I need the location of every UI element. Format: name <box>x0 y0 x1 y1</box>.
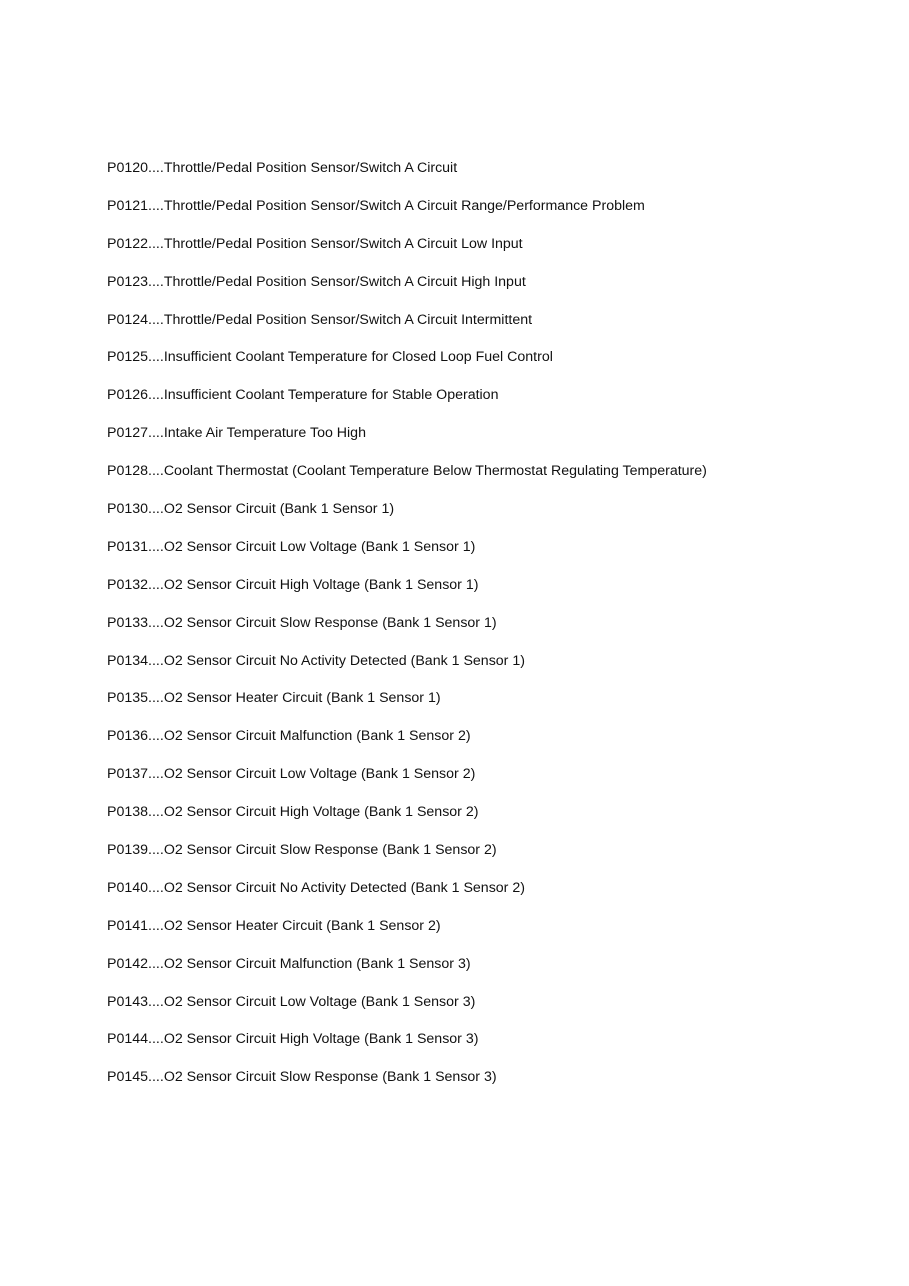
code-entry <box>107 763 707 801</box>
code-entry <box>107 309 707 347</box>
code-entry <box>107 801 707 839</box>
code-id: P0123 <box>107 273 149 290</box>
code-id: P0127 <box>107 425 149 442</box>
separator: .... <box>148 311 164 328</box>
code-description: O2 Sensor Circuit High Voltage (Bank 1 Sensor 3) <box>163 1031 479 1048</box>
code-id: P0132 <box>107 576 149 593</box>
code-id: P0136 <box>107 728 149 745</box>
code-description: Insufficient Coolant Temperature for Closed Loop Fuel Control <box>163 349 553 366</box>
separator: .... <box>148 576 164 593</box>
code-entry <box>107 346 707 384</box>
code-id: P0128 <box>107 463 149 480</box>
code-entry <box>107 574 707 612</box>
code-entry <box>107 953 707 991</box>
separator: .... <box>148 879 164 896</box>
separator: .... <box>148 917 164 934</box>
code-entry <box>107 877 707 915</box>
separator: .... <box>148 538 164 555</box>
code-entry <box>107 384 707 422</box>
code-id: P0137 <box>107 766 149 783</box>
code-description: O2 Sensor Heater Circuit (Bank 1 Sensor 1) <box>163 690 441 707</box>
separator: .... <box>148 1069 164 1086</box>
separator: .... <box>148 842 164 859</box>
code-description: Throttle/Pedal Position Sensor/Switch A Circuit High Input <box>163 273 526 290</box>
code-id: P0142 <box>107 955 149 972</box>
code-description: O2 Sensor Circuit No Activity Detected (Bank 1 Sensor 2) <box>163 879 525 896</box>
code-entry <box>107 1028 707 1066</box>
code-id: P0145 <box>107 1069 149 1086</box>
code-id: P0124 <box>107 311 149 328</box>
code-description: O2 Sensor Circuit Malfunction (Bank 1 Sensor 3) <box>163 955 471 972</box>
code-entry <box>107 839 707 877</box>
separator: .... <box>148 425 164 442</box>
code-list <box>107 157 707 1104</box>
code-description: O2 Sensor Circuit Low Voltage (Bank 1 Sensor 3) <box>163 993 476 1010</box>
code-description: O2 Sensor Circuit Slow Response (Bank 1 Sensor 3) <box>163 1069 497 1086</box>
code-description: O2 Sensor Circuit Malfunction (Bank 1 Sensor 2) <box>163 728 471 745</box>
separator: .... <box>148 463 164 480</box>
code-entry <box>107 271 707 309</box>
code-id: P0144 <box>107 1031 149 1048</box>
code-description: O2 Sensor Circuit (Bank 1 Sensor 1) <box>163 501 395 518</box>
code-entry <box>107 233 707 271</box>
code-description: Throttle/Pedal Position Sensor/Switch A Circuit Intermittent <box>163 311 533 328</box>
separator: .... <box>148 993 164 1010</box>
code-description: Throttle/Pedal Position Sensor/Switch A Circuit Low Input <box>163 235 523 252</box>
code-id: P0131 <box>107 538 149 555</box>
code-id: P0134 <box>107 652 149 669</box>
code-entry <box>107 157 707 195</box>
code-description: Insufficient Coolant Temperature for Stable Operation <box>163 387 499 404</box>
code-entry <box>107 650 707 688</box>
separator: .... <box>148 387 164 404</box>
separator: .... <box>148 501 164 518</box>
separator: .... <box>148 235 164 252</box>
separator: .... <box>148 1031 164 1048</box>
code-id: P0125 <box>107 349 149 366</box>
code-entry <box>107 1066 707 1104</box>
separator: .... <box>148 197 164 214</box>
separator: .... <box>148 160 164 176</box>
code-id: P0121 <box>107 197 149 214</box>
code-entry <box>107 422 707 460</box>
code-description: O2 Sensor Circuit No Activity Detected (Bank 1 Sensor 1) <box>163 652 525 669</box>
code-description: O2 Sensor Circuit Low Voltage (Bank 1 Sensor 2) <box>163 766 476 783</box>
code-entry <box>107 915 707 953</box>
code-id: P0139 <box>107 842 149 859</box>
code-entry <box>107 687 707 725</box>
code-entry <box>107 725 707 763</box>
code-entry <box>107 536 707 574</box>
separator: .... <box>148 766 164 783</box>
separator: .... <box>148 273 164 290</box>
code-id: P0138 <box>107 804 149 821</box>
code-id: P0143 <box>107 993 149 1010</box>
separator: .... <box>148 349 164 366</box>
code-entry <box>107 612 707 650</box>
separator: .... <box>148 955 164 972</box>
code-description: O2 Sensor Circuit High Voltage (Bank 1 Sensor 1) <box>163 576 479 593</box>
code-entry <box>107 460 707 498</box>
code-description: Throttle/Pedal Position Sensor/Switch A Circuit <box>163 160 458 176</box>
separator: .... <box>148 690 164 707</box>
code-id: P0133 <box>107 614 149 631</box>
code-description: Coolant Thermostat (Coolant Temperature Below Thermostat Regulating Temperature) <box>163 463 707 480</box>
code-description: O2 Sensor Circuit High Voltage (Bank 1 Sensor 2) <box>163 804 479 821</box>
code-id: P0126 <box>107 387 149 404</box>
code-description: Throttle/Pedal Position Sensor/Switch A Circuit Range/Performance Problem <box>163 197 645 214</box>
separator: .... <box>148 652 164 669</box>
separator: .... <box>148 728 164 745</box>
separator: .... <box>148 614 164 631</box>
separator: .... <box>148 804 164 821</box>
code-id: P0130 <box>107 501 149 518</box>
code-description: O2 Sensor Heater Circuit (Bank 1 Sensor 2) <box>163 917 441 934</box>
code-id: P0140 <box>107 879 149 896</box>
code-description: O2 Sensor Circuit Low Voltage (Bank 1 Sensor 1) <box>163 538 476 555</box>
code-entry <box>107 991 707 1029</box>
code-description: Intake Air Temperature Too High <box>163 425 366 442</box>
code-id: P0122 <box>107 235 149 252</box>
code-description: O2 Sensor Circuit Slow Response (Bank 1 Sensor 2) <box>163 842 497 859</box>
code-id: P0135 <box>107 690 149 707</box>
code-id: P0120 <box>107 160 149 176</box>
code-entry <box>107 498 707 536</box>
code-entry <box>107 195 707 233</box>
code-id: P0141 <box>107 917 149 934</box>
code-description: O2 Sensor Circuit Slow Response (Bank 1 Sensor 1) <box>163 614 497 631</box>
